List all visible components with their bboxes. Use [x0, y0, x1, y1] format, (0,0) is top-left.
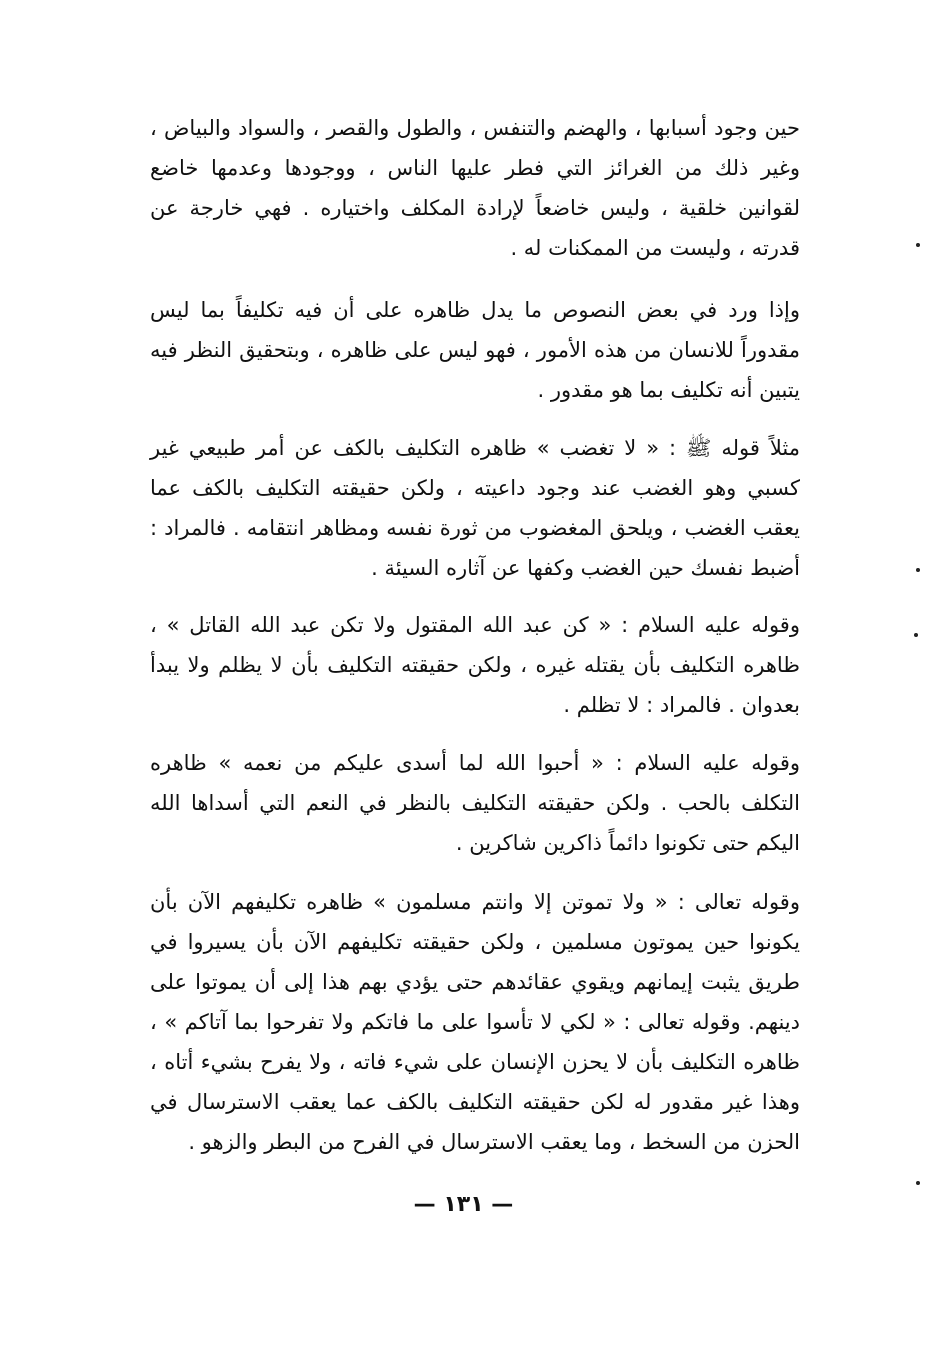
paragraph-3: مثلاً قوله ﷺ : « لا تغضب » ظاهره التكليف بالكف عن أمر طبيعي غير كسبي وهو الغضب عند وجود داعيته ، ولكن حقيقته التكليف بالكف عما يعقب الغضب ، ويلحق المغضوب من ثورة نفسه ومظاهر انتقامه . فالمراد : أضبط نفسك حين الغضب وكفها عن آثاره السيئة .	[150, 436, 800, 580]
margin-dot	[916, 1181, 920, 1185]
margin-dot	[916, 568, 920, 572]
page-number: — ١٣١ —	[413, 1192, 514, 1217]
margin-dot	[916, 243, 920, 247]
paragraph-2: وإذا ورد في بعض النصوص ما يدل ظاهره على أن فيه تكليفاً بما ليس مقدوراً للانسان من هذه الأمور ، فهو ليس على ظاهره ، وبتحقيق النظر فيه يتبين أنه تكليف بما هو مقدور .	[150, 298, 800, 402]
paragraph-1: حين وجود أسبابها ، والهضم والتنفس ، والطول والقصر ، والسواد والبياض ، وغير ذلك من الغرائز التي فطر عليها الناس ، ووجودها وعدمها خاضع لقوانين خلقية ، وليس خاضعاً لإرادة المكلف واختياره . فهي خارجة عن قدرته ، وليست من الممكنات له .	[150, 116, 800, 260]
paragraph-5: وقوله عليه السلام : « أحبوا الله لما أسدى عليكم من نعمه » ظاهره التكلف بالحب . ولكن حقيقته التكليف بالنظر في النعم التي أسداها الله اليكم حتى تكونوا دائماً ذاكرين شاكرين .	[150, 751, 800, 855]
paragraph-6: وقوله تعالى : « ولا تموتن إلا وانتم مسلمون » ظاهره تكليفهم الآن بأن يكونوا حين يموتون مسلمين ، ولكن حقيقته تكليفهم الآن بأن يسيروا في طريق يثبت إيمانهم ويقوي عقائدهم حتى يؤدي بهم هذا إلى أن يموتوا على دينهم. وقوله تعالى : « لكي لا تأسوا على ما فاتكم ولا تفرحوا بما آتاكم » ، ظاهره التكليف بأن لا يحزن الإنسان على شيء فاته ، ولا يفرح بشيء أتاه ، وهذا غير مقدور له لكن حقيقته التكليف بالكف عما يعقب الاسترسال في الحزن من السخط ، وما يعقب الاسترسال في الفرح من البطر والزهو .	[150, 890, 800, 1154]
margin-dot	[914, 633, 918, 637]
paragraph-4: وقوله عليه السلام : « كن عبد الله المقتول ولا تكن عبد الله القاتل » ، ظاهره التكليف بأن يقتله غيره ، ولكن حقيقته التكليف بأن لا يظلم ولا يبدأ بعدوان . فالمراد : لا تظلم .	[150, 613, 800, 717]
